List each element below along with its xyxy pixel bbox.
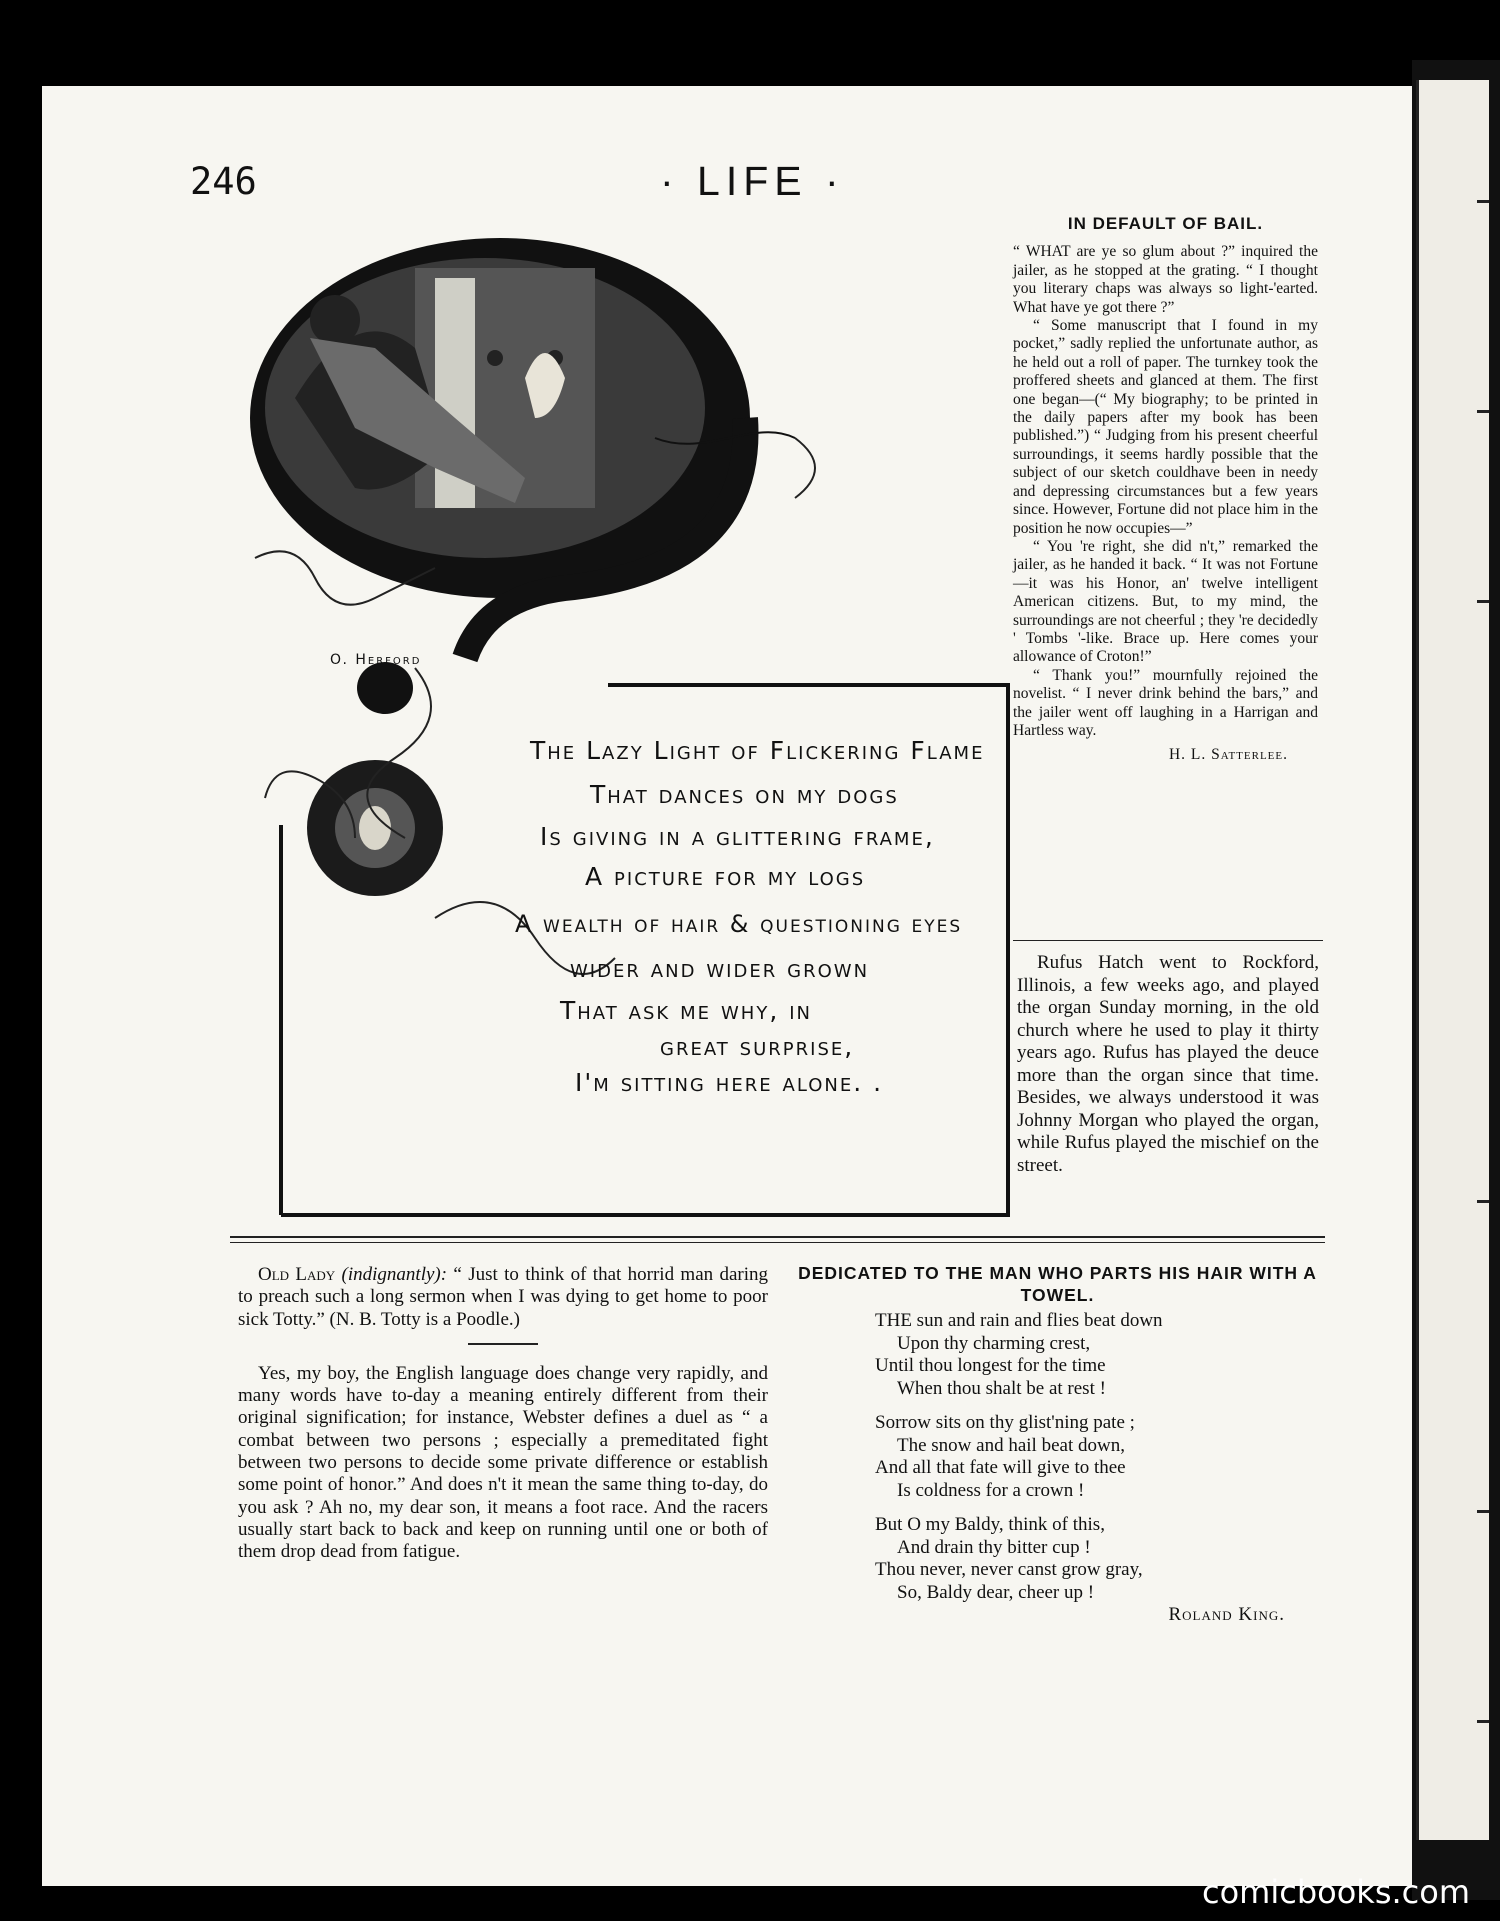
poem-line: A wealth of hair & questioning eyes <box>515 910 963 938</box>
column-divider <box>1013 940 1323 941</box>
poem-line: And drain thy bitter cup ! <box>897 1536 1091 1558</box>
bail-paragraph: “ You 're right, she did n't,” remarked the jailer, as he handed it back. “ It was not Fortune—it was his Honor, an' twelve intelligent American citizens. But, to my mind, the surroundings are not cheerful ; they 're decidedly ' Tombs '-like. Brace up. Here comes your allowance of Croton!” <box>1013 537 1318 666</box>
old-lady-paragraph <box>238 1264 768 1331</box>
bail-paragraph: “ Some manuscript that I found in my pocket,” sadly replied the unfortunate author, as he held out a roll of paper. The turnkey took the proffered sheets and glanced at them. The first one began—(“ My biography; to be printed in the daily papers after my book has been published.”) “ Judging from his present cheerful surroundings, it seems hardly possible that the subject of our sketch couldhave been in needy and depressing circumstances but a few years since. However, Fortune did not place him in the position he now occupies—” <box>1013 317 1318 537</box>
poem-line: Upon thy charming crest, <box>897 1332 1091 1354</box>
language-paragraph: Yes, my boy, the English language does change very rapidly, and many words have to-day a meaning entirely different from their original signification; for instance, Webster defines a duel as “ a combat between two persons ; especially a premeditated fight between two persons to decide some private difference or establish some point of honor.” And does n't it mean the same thing to-day, do you ask ? Ah no, my dear son, it means a foot race. And the racers usually start back to back and keep on running until one or both of them drop dead from fatigue. <box>238 1362 768 1563</box>
poem-line: Thou never, never canst grow gray, <box>875 1559 1143 1580</box>
poem-line: That ask me why, in <box>560 996 812 1025</box>
short-rule <box>468 1343 538 1345</box>
poem-line: Is coldness for a crown ! <box>897 1479 1085 1501</box>
artist-signature: O. Herford <box>330 652 422 668</box>
bail-heading: IN DEFAULT OF BAIL. <box>1067 214 1264 233</box>
section-rule-thin <box>230 1242 1325 1243</box>
rufus-column <box>1017 952 1319 1177</box>
poem-line: great surprise, <box>660 1032 855 1061</box>
poem-line: THE sun and rain and flies beat down <box>875 1310 1163 1331</box>
poem-line: I'm sitting here alone. . <box>575 1068 884 1097</box>
bail-paragraph: “ WHAT are ye so glum about ?” inquired the jailer, as he stopped at the grating. “ I thought you literary chaps was always so light-'earted. What have ye got there ?” <box>1013 243 1318 316</box>
towel-poem-signature: Roland King. <box>1168 1604 1285 1625</box>
bottom-left-column <box>238 1264 768 1564</box>
poem-line: Until thou longest for the time <box>875 1355 1106 1376</box>
poem-line: The Lazy Light of Flickering Flame <box>530 736 985 765</box>
poem-line: wider and wider grown <box>570 954 870 983</box>
magazine-title: · LIFE · <box>660 158 845 204</box>
poem-line: A picture for my logs <box>585 862 866 891</box>
old-lady-manner: (indignantly): <box>341 1264 448 1285</box>
poem-line: When thou shalt be at rest ! <box>897 1377 1106 1399</box>
towel-poem-column <box>790 1262 1325 1627</box>
poem-line: So, Baldy dear, cheer up ! <box>897 1581 1095 1603</box>
poem-line: That dances on my dogs <box>590 780 899 809</box>
rufus-text: Rufus Hatch went to Rockford, Illinois, a few weeks ago, and played the organ Sunday morning, in the old church where he used to play it thirty years ago. Rufus has played the deuce more than the organ since that time. Besides, we always understood it was Johnny Morgan who played the organ, while Rufus played the mischief on the street. <box>1017 952 1319 1176</box>
poem-line: The snow and hail beat down, <box>897 1434 1125 1456</box>
section-rule <box>230 1236 1325 1238</box>
old-lady-speaker: Old Lady <box>258 1264 336 1285</box>
bail-column <box>1013 215 1318 765</box>
page-number: 246 <box>190 160 257 203</box>
towel-poem-heading: DEDICATED TO THE MAN WHO PARTS HIS HAIR WITH A TOWEL. <box>798 1263 1317 1305</box>
bail-signature: H. L. Satterlee. <box>1168 746 1288 764</box>
site-watermark: comicbooks.com <box>1201 1873 1470 1911</box>
poem-line: And all that fate will give to thee <box>875 1457 1126 1478</box>
poem-line: Is giving in a glittering frame, <box>540 822 935 851</box>
old-lady-text: “ Just to think of that horrid man daring to preach such a long sermon when I was dying to get home to poor sick Totty.” (N. B. Totty is a Poodle.) <box>238 1264 769 1330</box>
towel-poem-body <box>875 1310 1325 1604</box>
next-page-edge <box>1416 80 1489 1840</box>
bail-paragraph: “ Thank you!” mournfully rejoined the novelist. “ I never drink behind the bars,” and the jailer went off laughing in a Harrigan and Hartless way. <box>1013 666 1318 739</box>
poem-line: Sorrow sits on thy glist'ning pate ; <box>875 1412 1135 1433</box>
poem-line: But O my Baldy, think of this, <box>875 1514 1105 1535</box>
